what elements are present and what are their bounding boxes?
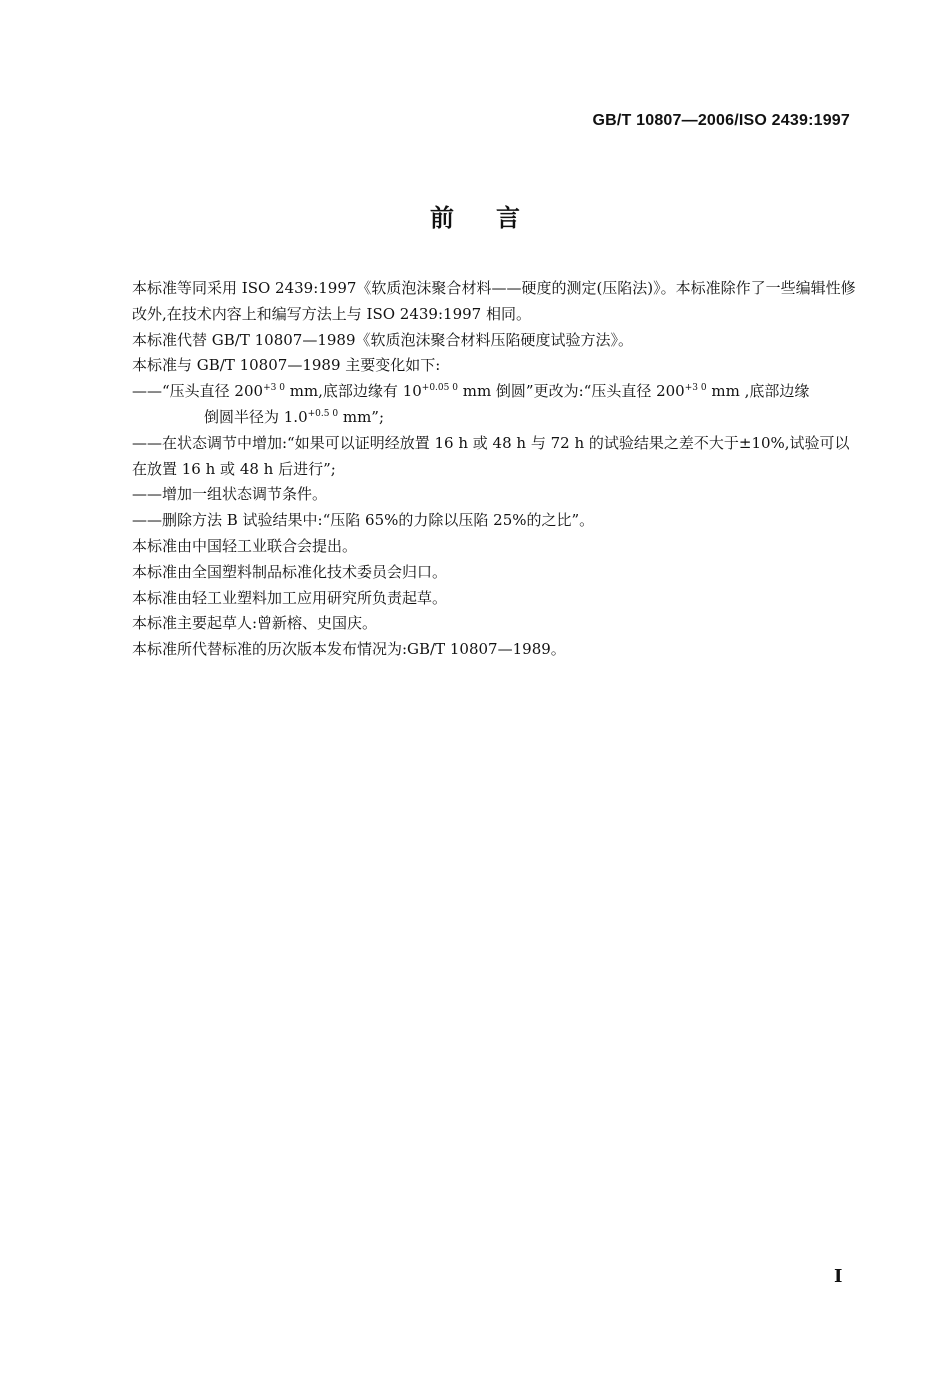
paragraph-committee: 本标准由全国塑料制品标准化技术委员会归口。 xyxy=(132,562,448,581)
standard-number-header: GB/T 10807—2006/ISO 2439:1997 xyxy=(592,112,850,129)
paragraph-authors: 本标准主要起草人:曾新榕、史国庆。 xyxy=(132,614,378,633)
change-item-text: mm ,底部边缘 xyxy=(706,382,810,401)
paragraph-changes-intro: 本标准与 GB/T 10807—1989 主要变化如下: xyxy=(132,356,441,375)
paragraph-proposer: 本标准由中国轻工业联合会提出。 xyxy=(132,536,358,555)
change-item-text: ——“压头直径 200 xyxy=(132,382,264,401)
change-item-text: mm 倒圆”更改为:“压头直径 200 xyxy=(457,382,685,401)
tolerance-superscript: +3 0 xyxy=(263,383,285,394)
foreword-body xyxy=(96,276,856,663)
paragraph-history: 本标准所代替标准的历次版本发布情况为:GB/T 10807—1989。 xyxy=(132,640,566,659)
change-item-text: mm”; xyxy=(338,407,385,426)
change-item-indenter xyxy=(96,379,856,431)
tolerance-superscript: +0.05 0 xyxy=(421,383,458,394)
change-item-conditioning: ——在状态调节中增加:“如果可以证明经放置 16 h 或 48 h 与 72 h 的试验结果之差不大于±10%,试验可以在放置 16 h 或 48 h 后进行”; xyxy=(132,433,850,478)
paragraph-adoption: 本标准等同采用 ISO 2439:1997《软质泡沫聚合材料——硬度的测定(压陷法)》。本标准除作了一些编辑性修改外,在技术内容上和编写方法上与 ISO 2439:1997 相同。 xyxy=(132,279,856,323)
change-item-continuation xyxy=(132,405,856,431)
change-item-text: mm,底部边缘有 10 xyxy=(284,382,422,401)
page-number: I xyxy=(834,1266,843,1287)
change-item-text: 倒圆半径为 1.0 xyxy=(204,407,308,426)
paragraph-drafter: 本标准由轻工业塑料加工应用研究所负责起草。 xyxy=(132,588,448,607)
tolerance-superscript: +3 0 xyxy=(684,383,707,394)
paragraph-replacement: 本标准代替 GB/T 10807—1989《软质泡沫聚合材料压陷硬度试验方法》。 xyxy=(132,330,633,349)
change-item-method-b: ——删除方法 B 试验结果中:“压陷 65%的力除以压陷 25%的之比”。 xyxy=(132,511,595,530)
page-title: 前言 xyxy=(430,203,562,232)
change-item-conditions: ——增加一组状态调节条件。 xyxy=(132,485,328,504)
tolerance-superscript: +0.5 0 xyxy=(307,408,339,419)
